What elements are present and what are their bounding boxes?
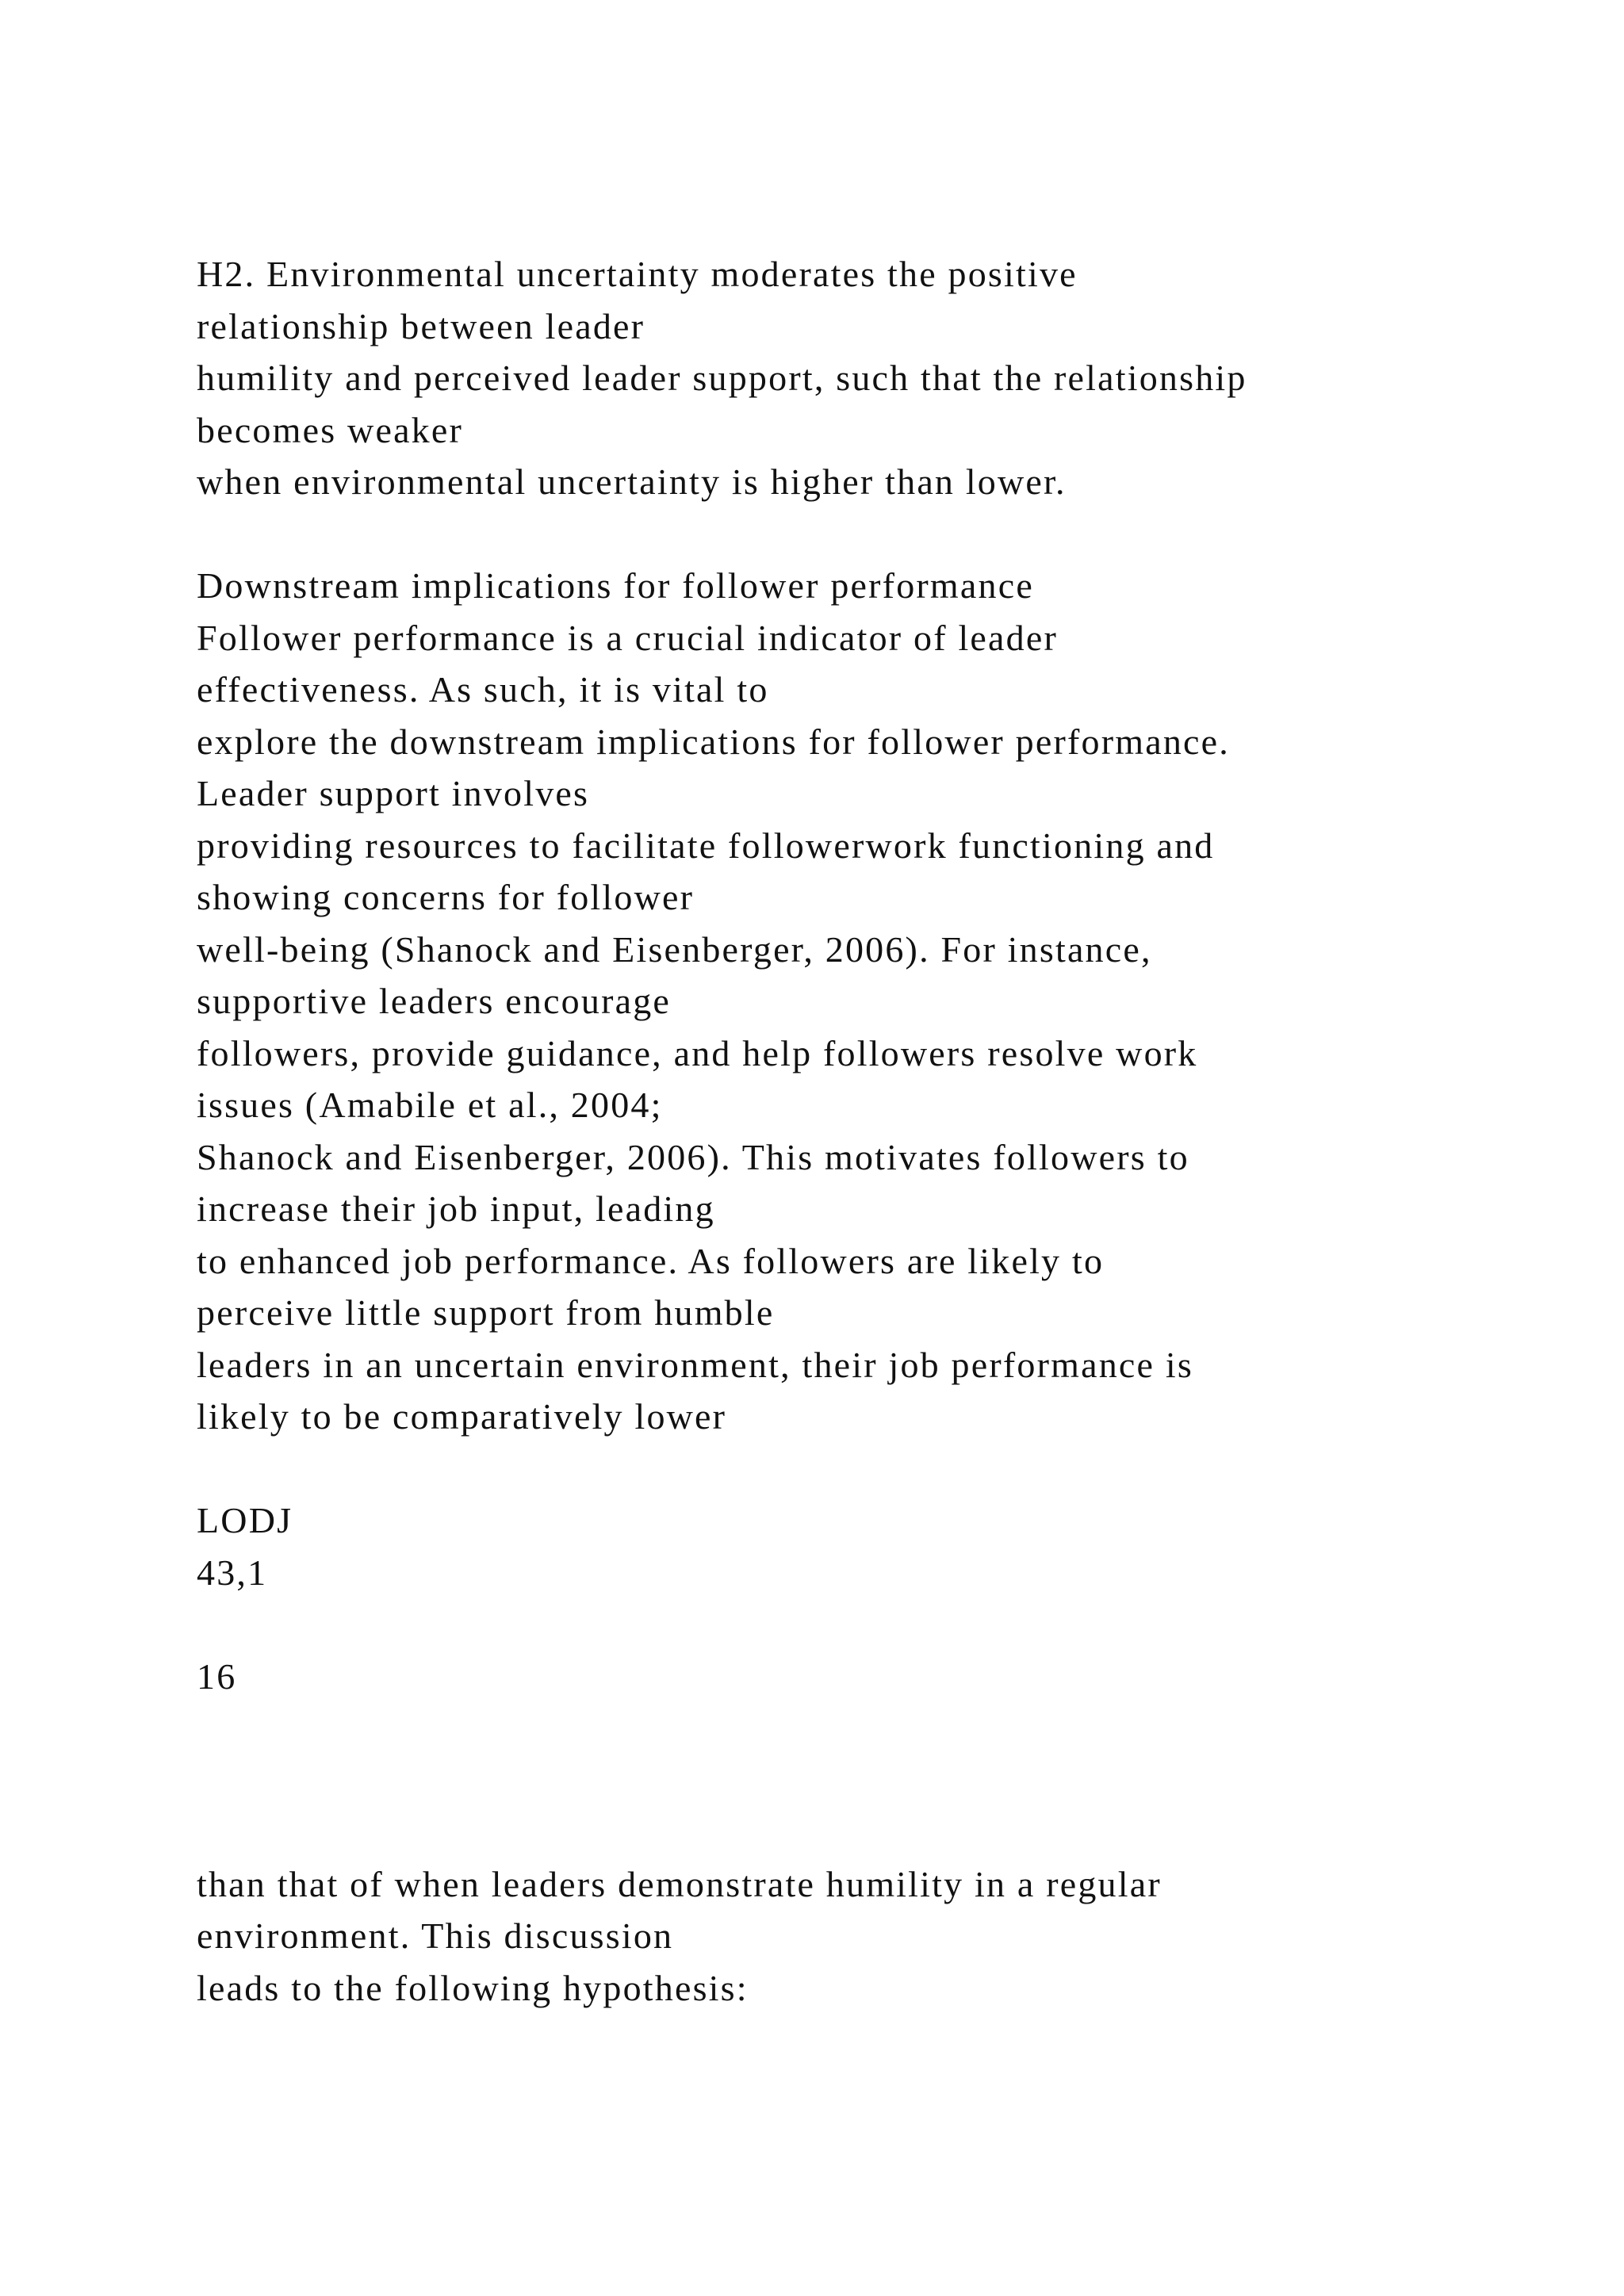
text-line: showing concerns for follower xyxy=(197,877,695,917)
blank-line xyxy=(197,508,1545,561)
text-line: than that of when leaders demonstrate humility in a regular xyxy=(197,1863,1162,1904)
text-line: increase their job input, leading xyxy=(197,1188,715,1229)
journal-abbreviation: LODJ xyxy=(197,1500,293,1540)
text-line: effectiveness. As such, it is vital to xyxy=(197,669,769,710)
document-text xyxy=(197,248,1545,2014)
text-line: followers, provide guidance, and help followers resolve work xyxy=(197,1032,1198,1073)
text-line: perceive little support from humble xyxy=(197,1292,775,1333)
blank-line xyxy=(197,1598,1545,1651)
blank-line xyxy=(197,1806,1545,1858)
text-line: becomes weaker xyxy=(197,409,464,450)
text-line: issues (Amabile et al., 2004; xyxy=(197,1085,663,1125)
blank-line xyxy=(197,1702,1545,1755)
text-line: well-being (Shanock and Eisenberger, 2006). For instance, xyxy=(197,928,1152,970)
text-line: leads to the following hypothesis: xyxy=(197,1967,749,2008)
text-line: environment. This discussion xyxy=(197,1915,674,1956)
text-line: likely to be comparatively lower xyxy=(197,1396,727,1437)
text-line: relationship between leader xyxy=(197,305,645,346)
section-heading: Downstream implications for follower performance xyxy=(197,565,1034,606)
text-line: H2. Environmental uncertainty moderates the positive xyxy=(197,254,1078,294)
text-line: Leader support involves xyxy=(197,773,590,813)
text-line: Follower performance is a crucial indicator of leader xyxy=(197,617,1058,658)
text-line: to enhanced job performance. As followers are likely to xyxy=(197,1240,1105,1281)
text-line: supportive leaders encourage xyxy=(197,981,672,1021)
text-line: explore the downstream implications for follower performance. xyxy=(197,721,1230,762)
text-line: providing resources to facilitate followerwork functioning and xyxy=(197,825,1215,866)
text-line: leaders in an uncertain environment, their job performance is xyxy=(197,1344,1193,1385)
text-line: when environmental uncertainty is higher than lower. xyxy=(197,461,1067,502)
volume-issue: 43,1 xyxy=(197,1552,268,1593)
page-number: 16 xyxy=(197,1655,237,1697)
blank-line xyxy=(197,1755,1545,1807)
text-line: Shanock and Eisenberger, 2006). This motivates followers to xyxy=(197,1136,1189,1177)
blank-line xyxy=(197,1443,1545,1495)
text-line: humility and perceived leader support, such that the relationship xyxy=(197,358,1247,398)
